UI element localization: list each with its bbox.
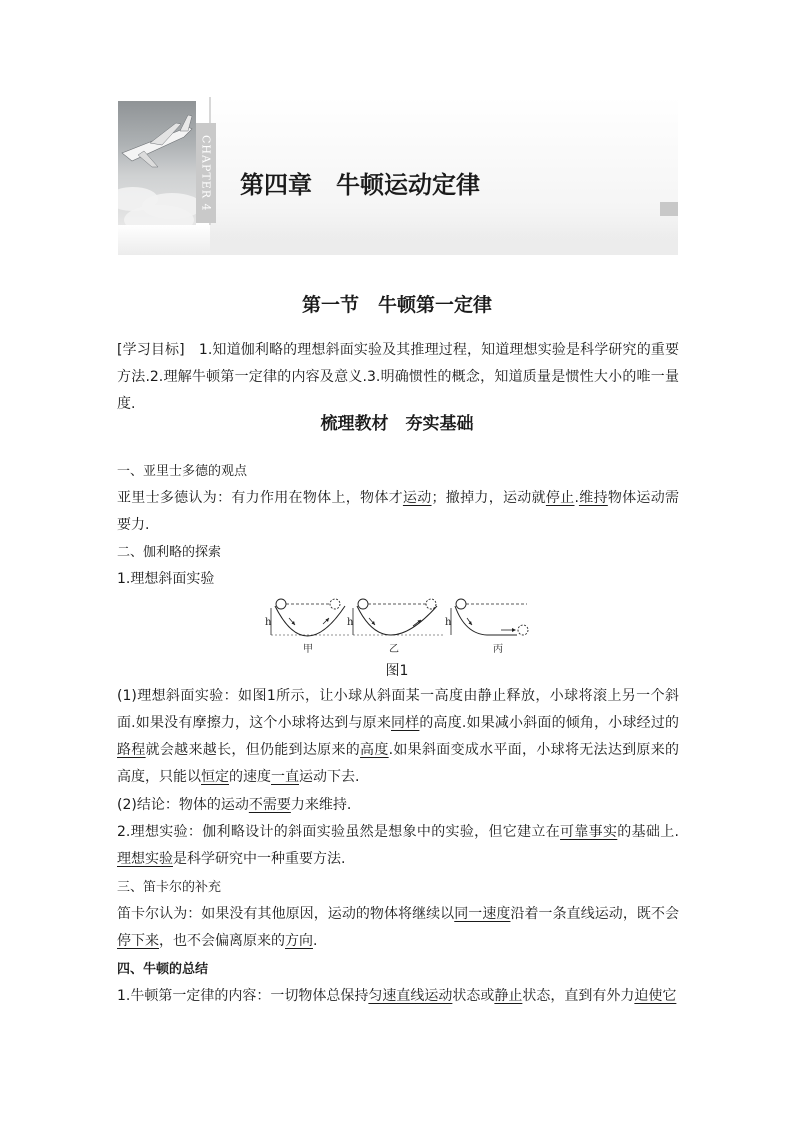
fill-blank: 停止	[545, 490, 575, 506]
fill-blank: 匀速直线运动	[368, 988, 453, 1004]
fill-blank: 不需要	[248, 797, 291, 813]
objectives-label: [学习目标]	[117, 342, 185, 358]
banner-bottom-fade	[118, 225, 678, 255]
chapter-title: 第四章 牛顿运动定律	[240, 171, 480, 199]
paragraph-ideal-incline: (1)理想斜面实验：如图1所示，让小球从斜面某一高度由静止释放，小球将滚上另一个斜面.如果没有摩擦力，这个小球将达到与原来同样的高度.如果减小斜面的倾角，小球经过的路程就会越来越长，但仍能到达原来的高度.如果斜面变成水平面，小球将无法达到原来的高度，只能以恒定的速度一直运动下去.	[117, 688, 680, 785]
figure-panel-c	[445, 599, 528, 655]
svg-text:h: h	[347, 617, 354, 628]
paragraph-conclusion: (2)结论：物体的运动不需要力来维持.	[117, 797, 352, 813]
airplane-icon	[118, 101, 196, 225]
fill-blank: 静止	[494, 988, 523, 1004]
fill-blank: 高度	[360, 742, 389, 758]
banner-corner-box	[660, 202, 678, 216]
fill-blank: 可靠事实	[560, 824, 618, 840]
fill-blank: 维持	[578, 490, 608, 506]
ball-dashed	[518, 625, 528, 635]
fill-blank: 停下来	[117, 933, 159, 949]
fill-blank: 恒定	[201, 769, 229, 785]
subsection-title: 梳理教材 夯实基础	[320, 414, 474, 434]
figure-label-a: 甲	[303, 644, 313, 655]
figure-panel-b	[347, 599, 443, 655]
fill-blank: 路程	[117, 742, 146, 758]
ball-dashed	[426, 599, 436, 609]
heading-aristotle: 一、亚里士多德的观点	[117, 464, 248, 479]
fill-blank: 方向	[285, 933, 313, 949]
section-title: 第一节 牛顿第一定律	[301, 294, 492, 316]
heading-descartes: 三、笛卡尔的补充	[117, 880, 222, 895]
incline-experiment-figure	[265, 598, 535, 658]
fill-blank: 一直	[271, 769, 299, 785]
paragraph-newton-first-law: 1.牛顿第一定律的内容：一切物体总保持匀速直线运动状态或静止状态，直到有外力迫使它	[117, 988, 677, 1004]
heading-galileo: 二、伽利略的探索	[117, 545, 222, 560]
fill-blank: 迫使它	[634, 988, 677, 1004]
svg-text:h: h	[445, 617, 452, 628]
paragraph-descartes: 笛卡尔认为：如果没有其他原因，运动的物体将继续以同一速度沿着一条直线运动，既不会停下来，也不会偏离原来的方向.	[117, 906, 680, 949]
fill-blank: 理想实验	[117, 851, 173, 867]
paragraph-ideal-experiment: 2.理想实验：伽利略设计的斜面实验虽然是想象中的实验，但它建立在可靠事实的基础上.理想实验是科学研究中一种重要方法.	[117, 824, 679, 867]
heading-ideal-incline: 1.理想斜面实验	[117, 571, 215, 587]
figure-caption: 图1	[385, 663, 409, 679]
figure-panel-a	[265, 599, 351, 655]
chapter-tag	[196, 123, 216, 223]
chapter-banner	[118, 97, 678, 255]
airplane-photo	[118, 101, 196, 225]
ball-dashed	[330, 599, 340, 609]
svg-text:h: h	[265, 617, 272, 628]
fill-blank: 同一速度	[454, 906, 511, 922]
ball	[358, 599, 368, 609]
objectives-text: 1.知道伽利略的理想斜面实验及其推理过程，知道理想实验是科学研究的重要方法.2.理解牛顿第一定律的内容及意义.3.明确惯性的概念，知道质量是惯性大小的唯一量度.	[117, 342, 679, 412]
learning-objectives	[117, 337, 679, 418]
ball	[276, 599, 286, 609]
heading-newton: 四、牛顿的总结	[117, 962, 209, 977]
fill-blank: 运动	[402, 490, 432, 506]
ball	[456, 599, 466, 609]
fill-blank: 同样	[391, 715, 420, 731]
figure-label-c: 丙	[493, 644, 503, 655]
figure-label-b: 乙	[389, 644, 399, 655]
paragraph-aristotle: 亚里士多德认为：有力作用在物体上，物体才运动；撤掉力，运动就停止.维持物体运动需要力.	[117, 490, 680, 533]
chapter-tag-text: CHAPTER 4	[199, 134, 213, 212]
